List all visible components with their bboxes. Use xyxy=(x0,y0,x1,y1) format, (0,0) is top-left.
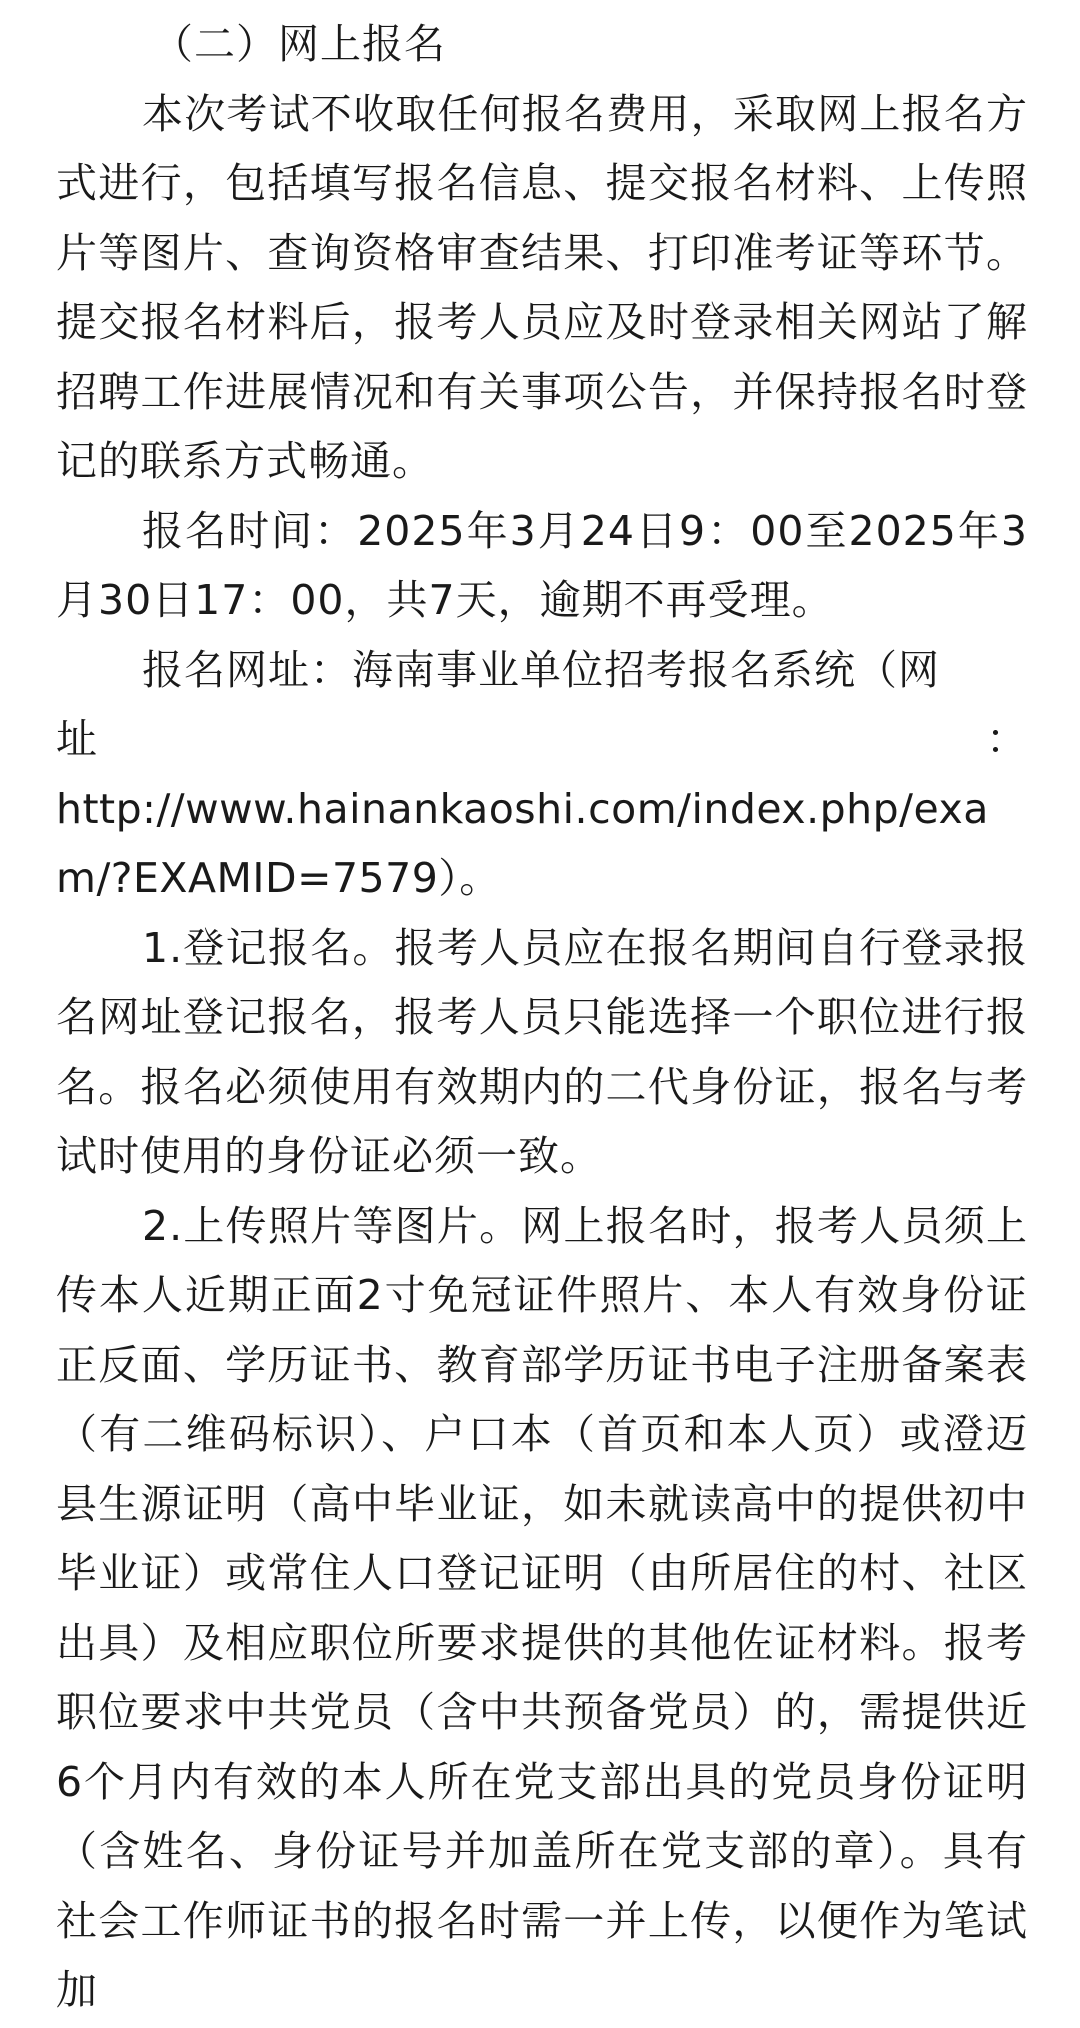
step-2-paragraph: 2.上传照片等图片。网上报名时，报考人员须上传本人近期正面2寸免冠证件照片、本人有效身份证正反面、学历证书、教育部学历证书电子注册备案表（有二维码标识）、户口本（首页和本人页）或澄迈县生源证明（高中毕业证，如未就读高中的提供初中毕业证）或常住人口登记证明（由所居住的村、社区出具）及相应职位所要求提供的其他佐证材料。报考职位要求中共党员（含中共预备党员）的，需提供近6个月内有效的本人所在党支部出具的党员身份证明（含姓名、身份证号并加盖所在党支部的章）。具有社会工作师证书的报名时需一并上传，以便作为笔试加 xyxy=(56,1201,1028,2014)
intro-paragraph: 本次考试不收取任何报名费用，采取网上报名方式进行，包括填写报名信息、提交报名材料、上传照片等图片、查询资格审查结果、打印准考证等环节。提交报名材料后，报考人员应及时登录相关网站了解招聘工作进展情况和有关事项公告，并保持报名时登记的联系方式畅通。 xyxy=(56,89,1028,485)
document-content xyxy=(56,10,1028,2026)
registration-time-paragraph: 报名时间：2025年3月24日9：00至2025年3月30日17：00，共7天，逾期不再受理。 xyxy=(56,506,1028,624)
step-1-paragraph: 1.登记报名。报考人员应在报名期间自行登录报名网址登记报名，报考人员只能选择一个职位进行报名。报名必须使用有效期内的二代身份证，报名与考试时使用的身份证必须一致。 xyxy=(56,923,1028,1180)
site-line-2-left: 址 xyxy=(56,715,535,763)
page-bottom-edge xyxy=(0,2020,1080,2028)
registration-url[interactable]: http://www.hainankaoshi.com/index.php/exam/?EXAMID=7579）。 xyxy=(56,784,989,902)
site-line-2 xyxy=(56,705,1028,775)
site-line-1: 报名网址：海南事业单位招考报名系统（网 xyxy=(142,645,940,694)
site-line-2-right: ： xyxy=(986,715,1028,763)
registration-site-paragraph xyxy=(56,636,1028,914)
section-heading: （二）网上报名 xyxy=(152,20,446,68)
